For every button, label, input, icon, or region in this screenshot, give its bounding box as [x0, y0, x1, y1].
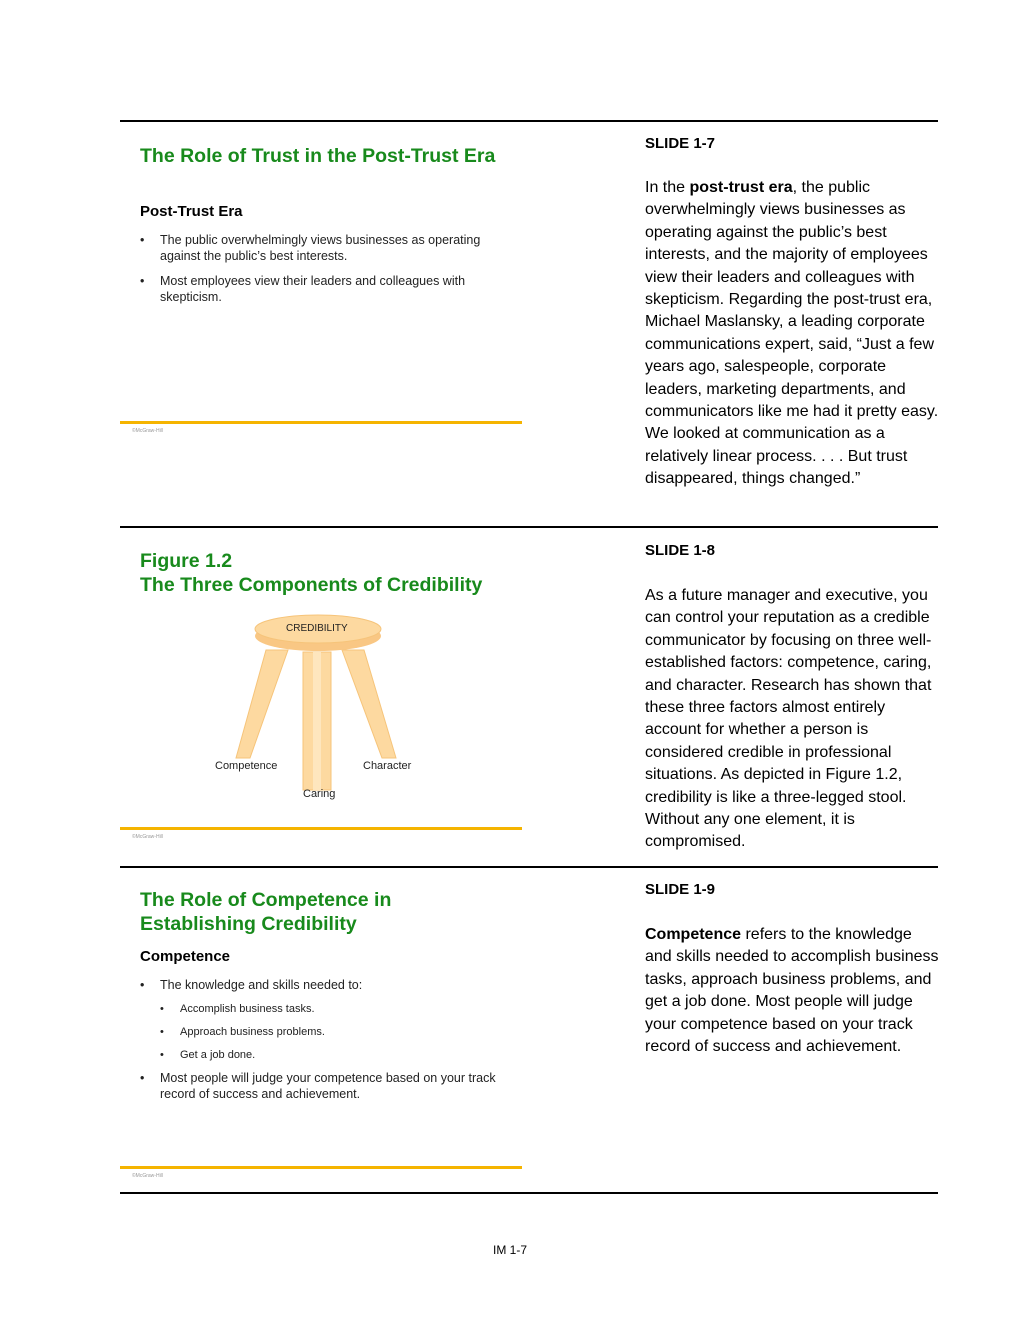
- copyright-text: ©McGraw-Hill: [132, 1173, 163, 1179]
- divider-bottom: [120, 1192, 938, 1194]
- notes-bold-term: Competence: [645, 926, 742, 943]
- slide-subtitle: Competence: [140, 948, 231, 965]
- notes-paragraph: [645, 924, 940, 1058]
- slide-title: The Role of Trust in the Post-Trust Era: [140, 145, 496, 167]
- notes-paragraph: As a future manager and executive, you can control your reputation as a credible communicator by focusing on three well-established factors: competence, caring, and character. Research has shown that these three factors almost entirely account for whether a person is considered credible in professional situations. As depicted in Figure 1.2, credibility is like a three-legged stool. Without any one element, it is compromised.: [645, 587, 932, 851]
- notes-paragraph: [645, 177, 940, 491]
- notes-text: refers to the knowledge and skills needed to accomplish business tasks, approach business problems, and get a job done. Most people will judge your competence based on your track record of success and achievement.: [645, 926, 939, 1056]
- bullet-item: • Most employees view their leaders and colleagues with skepticism.: [140, 273, 500, 305]
- stool-leg-center-shade: [313, 652, 321, 790]
- notes-slide-1-9: [645, 881, 940, 1056]
- notes-slide-1-8: [645, 542, 940, 851]
- bullet-list: [140, 232, 500, 305]
- slide-number-heading: SLIDE 1-8: [645, 542, 716, 559]
- page-number: IM 1-7: [492, 1243, 527, 1257]
- copyright-text: ©McGraw-Hill: [132, 428, 163, 434]
- notes-text: In the: [645, 179, 690, 196]
- slide-thumbnail-1-8: [120, 530, 522, 850]
- sub-bullet-item: • Approach business problems.: [140, 1024, 500, 1040]
- leg-label-competence: Competence: [215, 760, 278, 772]
- slide-subtitle: Post-Trust Era: [140, 203, 243, 220]
- stool-leg-left: [236, 650, 288, 758]
- divider-top: [120, 120, 938, 122]
- slide-title: [140, 549, 520, 597]
- divider-1: [120, 526, 938, 528]
- bullet-item: • The public overwhelmingly views businesses as operating against the public’s best interests.: [140, 232, 500, 264]
- slide-number-heading: SLIDE 1-9: [645, 881, 716, 898]
- figure-title: The Three Components of Credibility: [140, 574, 483, 596]
- slide-thumbnail-1-9: [120, 869, 522, 1189]
- slide-footer-line: [120, 827, 522, 830]
- bullet-list: [140, 977, 500, 1102]
- sub-bullet-item: • Get a job done.: [140, 1047, 500, 1063]
- slide-footer-line: [120, 1166, 522, 1169]
- notes-slide-1-7: [645, 135, 940, 488]
- credibility-stool-figure: [120, 610, 522, 850]
- notes-text: , the public overwhelmingly views businesses as operating against the public’s best interests, and the majority of employees view their leaders and colleagues with skepticism. Regarding the post-trust era, Michael Maslansky, a leading corporate communications expert, said, “Just a few years ago, salespeople, corporate leaders, marketing departments, and communicators like me had it pretty easy. We looked at communication as a relatively linear process. . . . But trust disappeared, things changed.”: [645, 179, 939, 488]
- leg-label-character: Character: [363, 760, 412, 772]
- bullet-item: • Most people will judge your competence based on your track record of success and achievement.: [140, 1070, 500, 1102]
- sub-bullet-item: • Accomplish business tasks.: [140, 1001, 500, 1017]
- figure-number: Figure 1.2: [140, 550, 233, 572]
- leg-label-caring: Caring: [303, 788, 336, 800]
- stool-leg-right: [342, 650, 396, 758]
- slide-number-heading: SLIDE 1-7: [645, 135, 716, 152]
- notes-bold-term: post-trust era: [689, 179, 793, 196]
- copyright-text: ©McGraw-Hill: [132, 834, 163, 840]
- slide-footer-line: [120, 421, 522, 424]
- slide-title: The Role of Competence in Establishing Credibility: [140, 889, 392, 935]
- bullet-item: • The knowledge and skills needed to:: [140, 977, 500, 993]
- seat-label: CREDIBILITY: [286, 623, 348, 634]
- slide-thumbnail-1-7: [120, 124, 522, 444]
- divider-2: [120, 866, 938, 868]
